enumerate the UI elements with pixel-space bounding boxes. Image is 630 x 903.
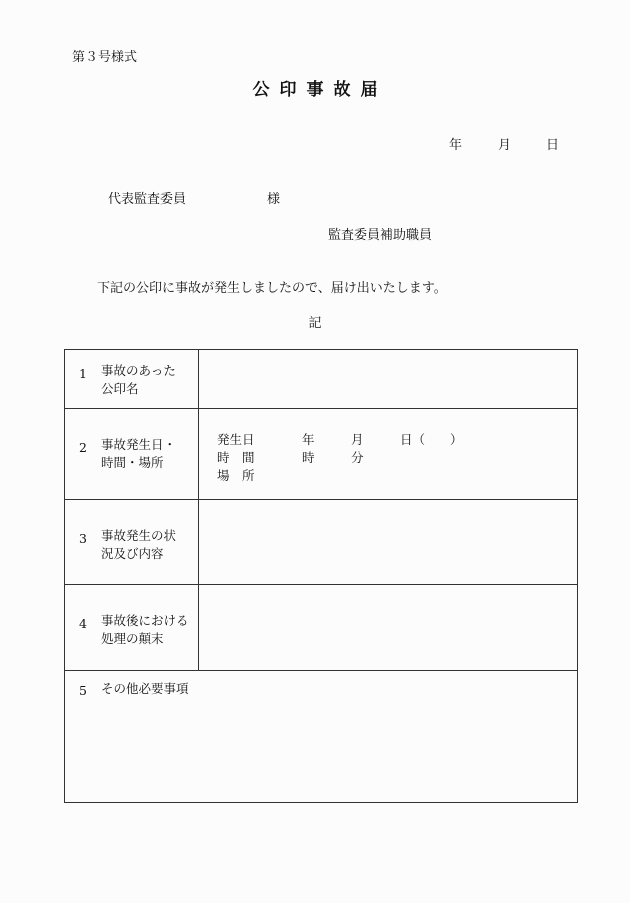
item-number: 2 [79, 440, 87, 455]
table-row [65, 350, 578, 409]
item-number: 5 [79, 683, 87, 698]
sender: 監査委員補助職員 [328, 228, 433, 243]
item-label-line: 事故後における [101, 613, 189, 628]
occurrence-hour-label: 時 [302, 450, 315, 465]
item-label-line: 事故発生の状 [101, 528, 177, 543]
occurrence-time-label: 時 間 [217, 450, 255, 465]
occurrence-year-label: 年 [302, 432, 315, 447]
date-year-label: 年 [449, 138, 463, 153]
occurrence-month-label: 月 [351, 432, 364, 447]
ki-heading: 記 [308, 316, 322, 331]
item-label-line: 公印名 [101, 381, 139, 396]
other-matters-field[interactable] [65, 671, 578, 803]
item-label [101, 612, 189, 648]
item-label [101, 362, 176, 398]
page-title: 公印事故届 [252, 80, 388, 100]
item-label-cell [65, 409, 199, 500]
occurrence-day-label: 日（ ） [400, 432, 463, 447]
honorific: 様 [267, 192, 281, 207]
table-row [65, 585, 578, 671]
date-day-label: 日 [546, 138, 560, 153]
item-number: 1 [79, 366, 87, 381]
occurrence-date-label: 発生日 [217, 432, 255, 447]
occurrence-field[interactable] [199, 409, 578, 500]
body-text: 下記の公印に事故が発生しましたので、届け出いたします。 [97, 281, 447, 296]
item-number: 3 [79, 531, 87, 546]
situation-field[interactable] [199, 500, 578, 585]
item-label-line: 事故発生日・ [101, 437, 177, 452]
table-row [65, 671, 578, 803]
item-label [101, 436, 176, 472]
date-month-label: 月 [498, 138, 512, 153]
form-number: 第３号様式 [72, 50, 138, 65]
table-row [65, 409, 578, 500]
occurrence-minute-label: 分 [351, 450, 364, 465]
handling-field[interactable] [199, 585, 578, 671]
item-label-cell [65, 350, 199, 409]
item-label-line: 時間・場所 [101, 455, 164, 470]
item-number: 4 [79, 616, 87, 631]
item-label-line: 事故のあった [101, 363, 176, 378]
item-label [101, 527, 176, 563]
seal-name-field[interactable] [199, 350, 578, 409]
item-label-cell [65, 585, 199, 671]
occurrence-place-label: 場 所 [217, 468, 255, 483]
addressee: 代表監査委員 [108, 192, 187, 207]
report-table [64, 349, 578, 803]
item-label-line: 処理の顛末 [101, 631, 164, 646]
table-row [65, 500, 578, 585]
item-label-cell [65, 500, 199, 585]
item-label-line: 況及び内容 [101, 546, 164, 561]
item-label: その他必要事項 [101, 681, 189, 696]
